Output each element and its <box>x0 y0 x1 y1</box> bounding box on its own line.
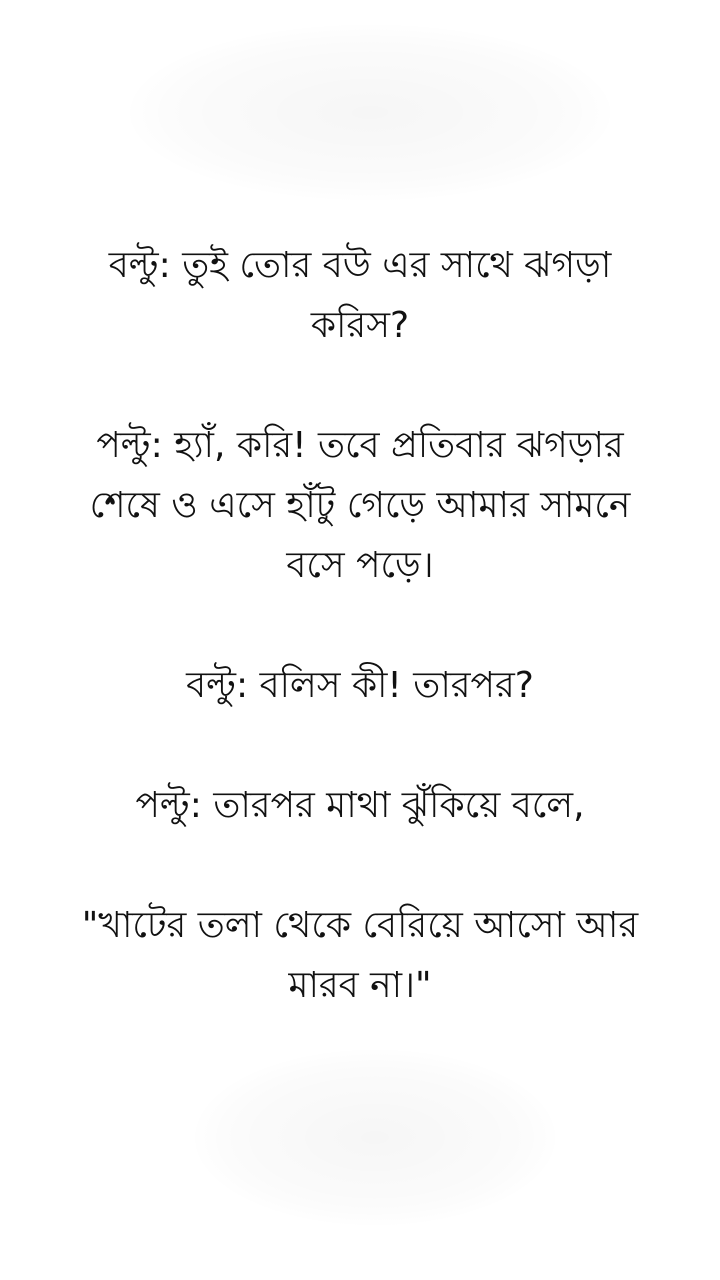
speaker-label: বল্টু: <box>108 245 171 286</box>
background-smudge-top <box>130 25 610 200</box>
dialogue-text: বলিস কী! তারপর? <box>259 665 534 706</box>
dialogue-line-2 <box>70 416 650 596</box>
speaker-label: পল্টু: <box>135 785 202 826</box>
speaker-label: পল্টু: <box>96 425 163 466</box>
dialogue-text: হ্যাঁ, করি! তবে প্রতিবার ঝগড়ার শেষে ও এসে হাঁটু গেড়ে আমার সামনে বসে পড়ে। <box>89 425 631 586</box>
dialogue-text: তুই তোর বউ এর সাথে ঝগড়া করিস? <box>182 245 612 346</box>
dialogue-line-5 <box>70 896 650 1016</box>
speaker-label: বল্টু: <box>186 665 249 706</box>
dialogue-line-1 <box>70 236 650 356</box>
dialogue-line-3 <box>70 656 650 716</box>
dialogue-text: "খাটের তলা থেকে বেরিয়ে আসো আর মারব না।" <box>81 905 639 1006</box>
background-smudge-bottom <box>195 1050 555 1225</box>
dialogue-text-block <box>70 236 650 1016</box>
dialogue-text: তারপর মাথা ঝুঁকিয়ে বলে, <box>213 785 585 826</box>
dialogue-line-4 <box>70 776 650 836</box>
